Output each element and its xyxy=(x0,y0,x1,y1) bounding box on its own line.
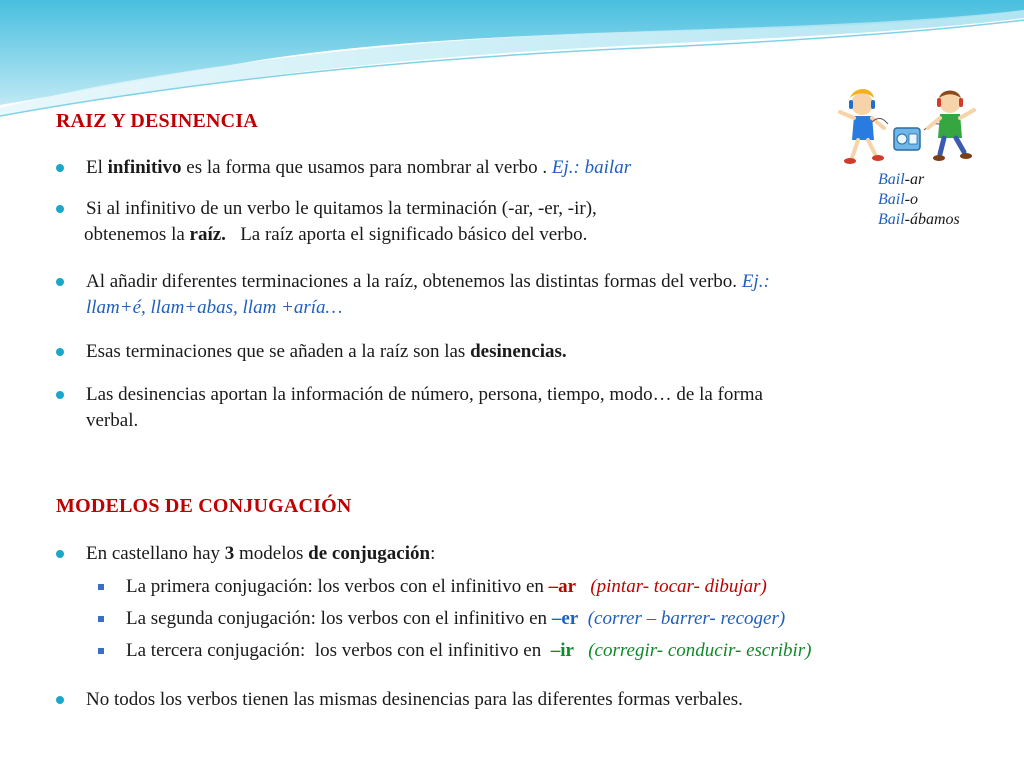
root: Bail xyxy=(878,191,905,208)
ending: -o xyxy=(904,191,918,208)
text: : xyxy=(430,543,436,564)
verb-split-example xyxy=(878,170,960,230)
ending: –ar xyxy=(548,576,577,597)
bold-term: de conjugación xyxy=(308,543,431,564)
text: La raíz aporta el significado básico del verbo. xyxy=(225,224,588,245)
text: modelos xyxy=(234,543,309,564)
text: Las desinencias aportan la información de número, persona, tiempo, modo… de la forma xyxy=(86,384,763,405)
root: Bail xyxy=(878,171,905,188)
example: (correr – barrer- recoger) xyxy=(587,608,786,629)
text: es la forma que usamos para nombrar al verbo . xyxy=(181,157,548,178)
section-title-raiz: RAIZ Y DESINENCIA xyxy=(56,110,258,132)
text: El xyxy=(86,157,108,178)
text: La tercera conjugación: los verbos con el infinitivo en xyxy=(126,640,551,661)
example: (pintar- tocar- dibujar) xyxy=(590,576,767,597)
bold-number: 3 xyxy=(224,543,235,564)
ending: -ábamos xyxy=(904,211,960,228)
section-title-modelos: MODELOS DE CONJUGACIÓN xyxy=(56,495,352,517)
example: llam+é, llam+abas, llam +aría… xyxy=(86,297,343,318)
ending: -ar xyxy=(904,171,925,188)
ending: –er xyxy=(551,608,579,629)
bold-term: desinencias. xyxy=(470,341,567,362)
bullet-dot-icon xyxy=(56,348,64,356)
verb-split-row xyxy=(878,190,960,210)
square-bullet-icon xyxy=(98,648,104,654)
ending: –ir xyxy=(550,640,574,661)
root: Bail xyxy=(878,211,905,228)
bullet-dot-icon xyxy=(56,696,64,704)
text: Si al infinitivo de un verbo le quitamos la terminación (-ar, -er, -ir), xyxy=(86,198,597,219)
dancing-children-clipart-icon xyxy=(832,84,982,170)
text: Esas terminaciones que se añaden a la raíz son las xyxy=(86,341,471,362)
verb-split-row xyxy=(878,210,960,230)
text: No todos los verbos tienen las mismas desinencias para las diferentes formas verbales. xyxy=(86,689,743,710)
text: verbal. xyxy=(86,410,139,431)
bullet-dot-icon xyxy=(56,278,64,286)
text-line-2 xyxy=(84,224,587,245)
text: En castellano hay xyxy=(86,543,225,564)
example: Ej.: bailar xyxy=(551,157,632,178)
example-label: Ej.: xyxy=(741,271,770,292)
bullet-dot-icon xyxy=(56,205,64,213)
text: La segunda conjugación: los verbos con el infinitivo en xyxy=(126,608,552,629)
text: Al añadir diferentes terminaciones a la raíz, obtenemos las distintas formas del verbo. xyxy=(86,271,742,292)
verb-split-row xyxy=(878,170,960,190)
text: obtenemos la xyxy=(84,224,190,245)
bullet-dot-icon xyxy=(56,164,64,172)
bold-term: raíz. xyxy=(189,224,226,245)
square-bullet-icon xyxy=(98,584,104,590)
bullet-dot-icon xyxy=(56,550,64,558)
example: (corregir- conducir- escribir) xyxy=(588,640,812,661)
text: La primera conjugación: los verbos con el infinitivo en xyxy=(126,576,549,597)
square-bullet-icon xyxy=(98,616,104,622)
bullet-dot-icon xyxy=(56,391,64,399)
bold-term: infinitivo xyxy=(107,157,182,178)
